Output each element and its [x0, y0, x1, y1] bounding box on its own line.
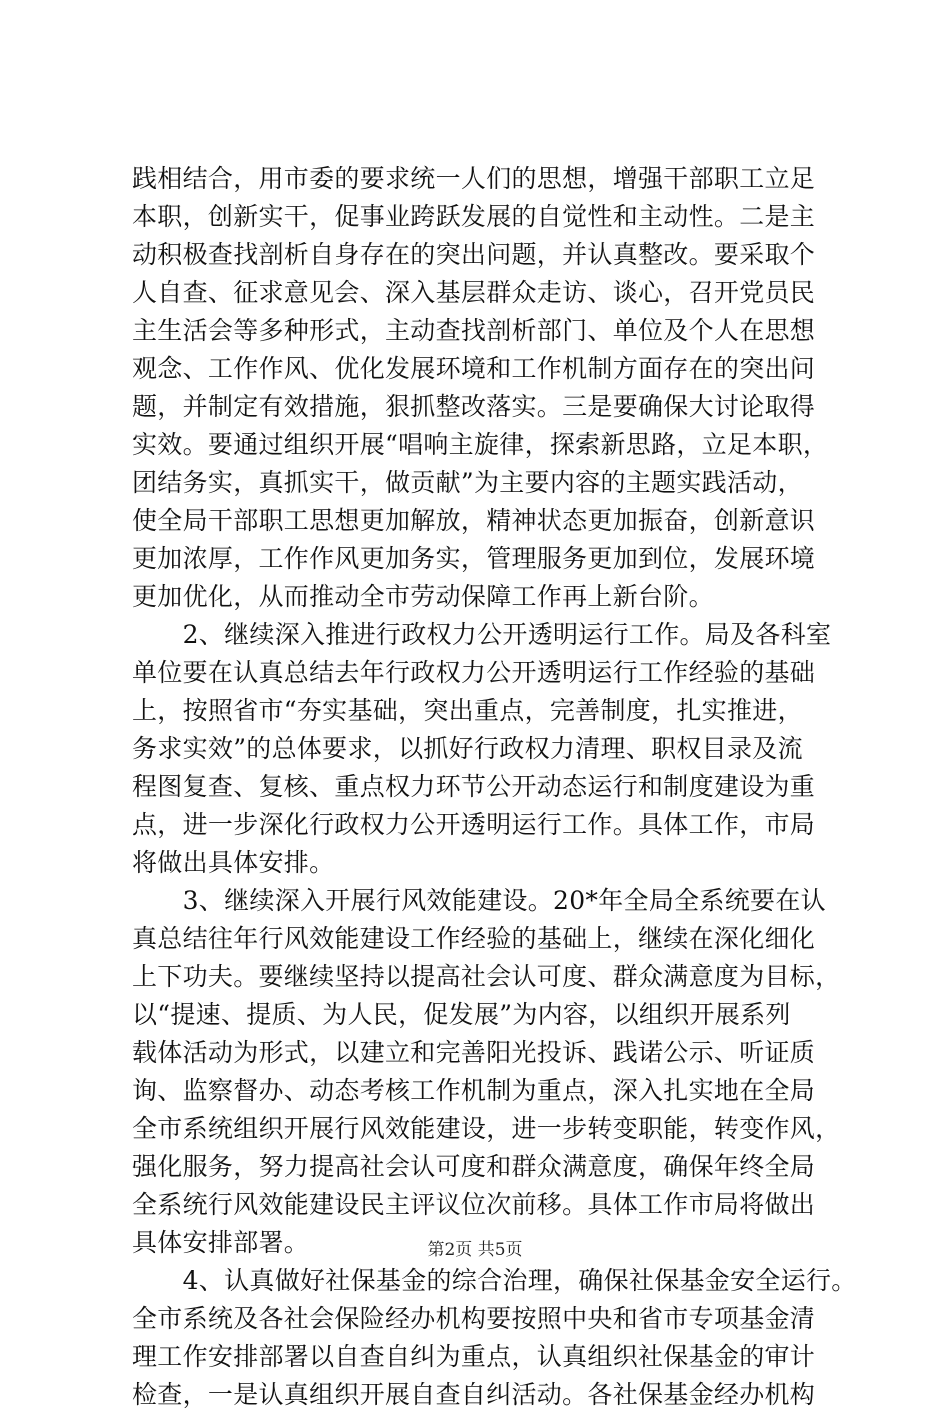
text-line: 践相结合，用市委的要求统一人们的思想，增强干部职工立足 [132, 164, 816, 193]
text-line: 题，并制定有效措施，狠抓整改落实。三是要确保大讨论取得 [132, 392, 816, 421]
text-line: 以“提速、提质、为人民，促发展”为内容，以组织开展系列 [132, 1000, 791, 1029]
text-line: 理工作安排部署以自查自纠为重点，认真组织社保基金的审计 [132, 1342, 816, 1371]
text-line: 询、监察督办、动态考核工作机制为重点，深入扎实地在全局 [132, 1076, 816, 1105]
page-footer [0, 1239, 950, 1261]
text-line: 更加浓厚，工作作风更加务实，管理服务更加到位，发展环境 [132, 544, 816, 573]
text-line: 人自查、征求意见会、深入基层群众走访、谈心，召开党员民 [132, 278, 816, 307]
text-line: 3、继续深入开展行风效能建设。20*年全局全系统要在认 [132, 886, 826, 915]
text-line: 4、认真做好社保基金的综合治理，确保社保基金安全运行。 [132, 1266, 857, 1295]
text-line: 全市系统及各社会保险经办机构要按照中央和省市专项基金清 [132, 1304, 816, 1333]
text-line: 更加优化，从而推动全市劳动保障工作再上新台阶。 [132, 582, 714, 611]
text-line: 观念、工作作风、优化发展环境和工作机制方面存在的突出问 [132, 354, 816, 383]
text-line: 2、继续深入推进行政权力公开透明运行工作。局及各科室 [132, 620, 832, 649]
text-line: 真总结往年行风效能建设工作经验的基础上，继续在深化细化 [132, 924, 816, 953]
text-line: 全市系统组织开展行风效能建设，进一步转变职能，转变作风， [132, 1114, 841, 1143]
text-line: 将做出具体安排。 [132, 848, 335, 877]
body-text [132, 160, 857, 1414]
text-line: 点，进一步深化行政权力公开透明运行工作。具体工作，市局 [132, 810, 816, 839]
text-line: 全系统行风效能建设民主评议位次前移。具体工作市局将做出 [132, 1190, 816, 1219]
text-line: 务求实效”的总体要求，以抓好行政权力清理、职权目录及流 [132, 734, 803, 763]
text-line: 主生活会等多种形式，主动查找剖析部门、单位及个人在思想 [132, 316, 816, 345]
text-line: 本职，创新实干，促事业跨跃发展的自觉性和主动性。二是主 [132, 202, 816, 231]
page-indicator: 第2页 共5页 [427, 1240, 523, 1260]
text-line: 程图复查、复核、重点权力环节公开动态运行和制度建设为重 [132, 772, 816, 801]
text-line: 上下功夫。要继续坚持以提高社会认可度、群众满意度为目标， [132, 962, 841, 991]
text-line: 动积极查找剖析自身存在的突出问题，并认真整改。要采取个 [132, 240, 816, 269]
text-line: 检查，一是认真组织开展自查自纠活动。各社保基金经办机构 [132, 1380, 816, 1409]
text-line: 团结务实，真抓实干，做贡献”为主要内容的主题实践活动， [132, 468, 803, 497]
text-line: 强化服务，努力提高社会认可度和群众满意度，确保年终全局 [132, 1152, 816, 1181]
text-line: 单位要在认真总结去年行政权力公开透明运行工作经验的基础 [132, 658, 816, 687]
text-line: 具体安排部署。 [132, 1228, 310, 1257]
text-line: 实效。要通过组织开展“唱响主旋律，探索新思路，立足本职， [132, 430, 829, 459]
text-line: 上，按照省市“夯实基础，突出重点，完善制度，扎实推进， [132, 696, 803, 725]
text-line: 使全局干部职工思想更加解放，精神状态更加振奋，创新意识 [132, 506, 816, 535]
text-line: 载体活动为形式，以建立和完善阳光投诉、践诺公示、听证质 [132, 1038, 816, 1067]
